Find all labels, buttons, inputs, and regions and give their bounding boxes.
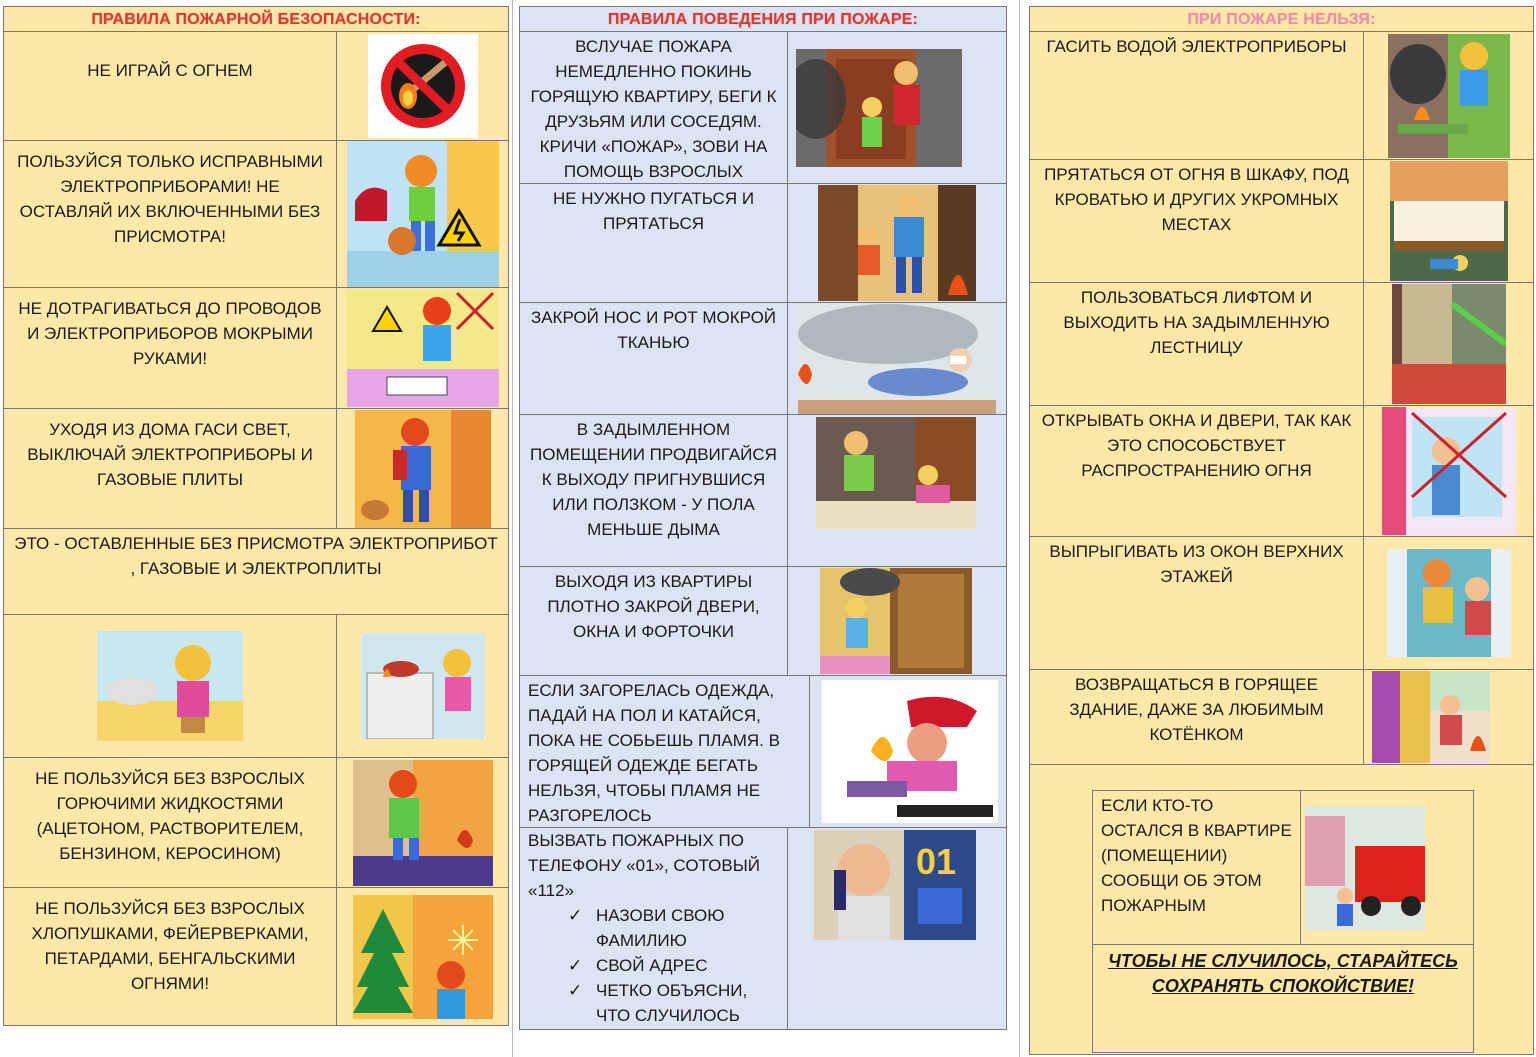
unattended-stove-illustration xyxy=(337,615,508,757)
panel-title: ПРАВИЛА ПОЖАРНОЙ БЕЗОПАСНОСТИ: xyxy=(3,6,509,32)
burning-clothes-illustration xyxy=(822,680,998,823)
elevator-stairs-illustration xyxy=(1364,283,1533,405)
phone-number-label: 01 xyxy=(916,841,957,882)
wet-hands-illustration xyxy=(337,288,508,408)
fire-prohibitions-panel xyxy=(1029,6,1534,1055)
close-doors-illustration xyxy=(788,567,1006,675)
rule-row xyxy=(519,676,1007,828)
rule-text: ВСЛУЧАЕ ПОЖАРА НЕМЕДЛЕННО ПОКИНЬ ГОРЯЩУЮ КВАРТИРУ, БЕГИ К ДРУЗЬЯМ ИЛИ СОСЕДЯМ. КРИЧИ «ПОЖАР», ЗОВИ НА ПОМОЩЬ ВЗРОСЛЫХ xyxy=(520,32,788,183)
fire-truck-illustration xyxy=(1301,791,1473,944)
rule-text: ВЫХОДЯ ИЗ КВАРТИРЫ ПЛОТНО ЗАКРОЙ ДВЕРИ, ОКНА И ФОРТОЧКИ xyxy=(520,567,788,675)
checklist-item: ✓ СВОЙ АДРЕС xyxy=(568,953,779,978)
rule-row xyxy=(3,529,509,615)
rule-text: УХОДЯ ИЗ ДОМА ГАСИ СВЕТ, ВЫКЛЮЧАЙ ЭЛЕКТРОПРИБОРЫ И ГАЗОВЫЕ ПЛИТЫ xyxy=(4,409,337,528)
rule-row xyxy=(1029,406,1534,537)
open-window-illustration xyxy=(1364,406,1533,536)
wet-cloth-illustration xyxy=(788,303,1006,414)
rule-text: В ЗАДЫМЛЕННОМ ПОМЕЩЕНИИ ПРОДВИГАЙСЯ К ВЫХОДУ ПРИГНУВШИСЯ ИЛИ ПОЛЗКОМ - У ПОЛА МЕНЬШЕ ДЫМА xyxy=(520,415,788,566)
phone-call-illustration xyxy=(788,828,1006,1029)
rule-text: НЕ ДОТРАГИВАТЬСЯ ДО ПРОВОДОВ И ЭЛЕКТРОПРИБОРОВ МОКРЫМИ РУКАМИ! xyxy=(4,288,337,408)
rule-row xyxy=(1029,32,1534,160)
rule-row xyxy=(3,888,509,1026)
water-appliance-illustration xyxy=(1364,32,1533,159)
rule-text: ЭТО - ОСТАВЛЕННЫЕ БЕЗ ПРИСМОТРА ЭЛЕКТРОПРИБОТ , ГАЗОВЫЕ И ЭЛЕКТРОПЛИТЫ xyxy=(14,534,498,578)
report-box-row xyxy=(1029,765,1534,1055)
no-fire-icon xyxy=(337,32,508,140)
rule-row xyxy=(1029,283,1534,406)
report-text: ЕСЛИ КТО-ТО ОСТАЛСЯ В КВАРТИРЕ (ПОМЕЩЕНИИ) СООБЩИ ОБ ЭТОМ ПОЖАРНЫМ xyxy=(1093,791,1301,944)
rule-row xyxy=(519,184,1007,303)
rule-text: ВОЗВРАЩАТЬСЯ В ГОРЯЩЕЕ ЗДАНИЕ, ДАЖЕ ЗА ЛЮБИМЫМ КОТЁНКОМ xyxy=(1030,670,1364,764)
call-firefighters-cell xyxy=(520,828,788,1029)
crawl-smoke-illustration xyxy=(788,415,1006,566)
rule-row xyxy=(3,288,509,409)
rule-row xyxy=(3,615,509,758)
rule-row xyxy=(519,567,1007,676)
rule-text: ОТКРЫВАТЬ ОКНА И ДВЕРИ, ТАК КАК ЭТО СПОСОБСТВУЕТ РАСПРОСТРАНЕНИЮ ОГНЯ xyxy=(1030,406,1364,536)
panel-title: ПРИ ПОЖАРЕ НЕЛЬЗЯ: xyxy=(1029,6,1534,32)
rule-row xyxy=(3,32,509,141)
rule-text: ГАСИТЬ ВОДОЙ ЭЛЕКТРОПРИБОРЫ xyxy=(1030,32,1364,159)
column-divider xyxy=(512,0,513,1057)
rule-row xyxy=(519,828,1007,1030)
rule-text: НЕ ПОЛЬЗУЙСЯ БЕЗ ВЗРОСЛЫХ ГОРЮЧИМИ ЖИДКОСТЯМИ (АЦЕТОНОМ, РАСТВОРИТЕЛЕМ, БЕНЗИНОМ, КЕРОСИНОМ) xyxy=(4,758,337,887)
checklist xyxy=(528,903,779,1028)
rule-row xyxy=(1029,670,1534,765)
rule-row xyxy=(1029,537,1534,670)
unattended-appliance-picture-cell xyxy=(4,615,337,757)
rule-text: ЗАКРОЙ НОС И РОТ МОКРОЙ ТКАНЬЮ xyxy=(520,303,788,414)
rule-row xyxy=(519,415,1007,567)
rule-row xyxy=(3,409,509,529)
rule-text: ПРЯТАТЬСЯ ОТ ОГНЯ В ШКАФУ, ПОД КРОВАТЬЮ И ДРУГИХ УКРОМНЫХ МЕСТАХ xyxy=(1030,160,1364,282)
dont-hide-illustration xyxy=(788,184,1006,302)
leave-apartment-illustration xyxy=(788,32,1006,183)
calm-slogan: ЧТОБЫ НЕ СЛУЧИЛОСЬ, СТАРАЙТЕСЬ СОХРАНЯТЬ СПОКОЙСТВИЕ! xyxy=(1108,951,1458,996)
rule-row xyxy=(519,32,1007,184)
column-divider xyxy=(1019,0,1020,1057)
fireworks-illustration xyxy=(337,888,508,1025)
report-box xyxy=(1092,790,1474,1053)
rule-text: ЕСЛИ ЗАГОРЕЛАСЬ ОДЕЖДА, ПАДАЙ НА ПОЛ И КАТАЙСЯ, ПОКА НЕ СОБЬЕШЬ ПЛАМЯ. В ГОРЯЩЕЙ ОДЕЖДЕ БЕГАТЬ НЕЛЬЗЯ, ЧТОБЫ ПЛАМЯ НЕ РАЗГОРЕЛОСЬ xyxy=(520,676,810,827)
unattended-iron-illustration xyxy=(97,631,243,741)
boy-leaving-illustration xyxy=(337,409,508,528)
rule-text: ВЫПРЫГИВАТЬ ИЗ ОКОН ВЕРХНИХ ЭТАЖЕЙ xyxy=(1030,537,1364,669)
hiding-bed-illustration xyxy=(1364,160,1533,282)
rule-row xyxy=(3,141,509,288)
checklist-item: ✓ ЧЕТКО ОБЪЯСНИ, ЧТО СЛУЧИЛОСЬ xyxy=(568,978,779,1028)
iron-shock-illustration xyxy=(337,141,508,287)
jumping-window-illustration xyxy=(1364,537,1533,669)
rule-text: ПОЛЬЗОВАТЬСЯ ЛИФТОМ И ВЫХОДИТЬ НА ЗАДЫМЛЕННУЮ ЛЕСТНИЦУ xyxy=(1030,283,1364,405)
flammable-liquids-illustration xyxy=(337,758,508,887)
rule-text: НЕ НУЖНО ПУГАТЬСЯ И ПРЯТАТЬСЯ xyxy=(520,184,788,302)
rule-text: ПОЛЬЗУЙСЯ ТОЛЬКО ИСПРАВНЫМИ ЭЛЕКТРОПРИБОРАМИ! НЕ ОСТАВЛЯЙ ИХ ВКЛЮЧЕННЫМИ БЕЗ ПРИСМОТРА! xyxy=(4,141,337,287)
rule-text: ВЫЗВАТЬ ПОЖАРНЫХ ПО ТЕЛЕФОНУ «01», СОТОВЫЙ «112» xyxy=(528,831,761,900)
fire-behavior-rules-panel xyxy=(519,6,1007,1030)
burning-building-illustration xyxy=(1364,670,1533,764)
fire-safety-rules-panel xyxy=(3,6,509,1026)
panel-title: ПРАВИЛА ПОВЕДЕНИЯ ПРИ ПОЖАРЕ: xyxy=(519,6,1007,32)
rule-text: НЕ ПОЛЬЗУЙСЯ БЕЗ ВЗРОСЛЫХ ХЛОПУШКАМИ, ФЕЙЕРВЕРКАМИ, ПЕТАРДАМИ, БЕНГАЛЬСКИМИ ОГНЯМИ! xyxy=(4,888,337,1025)
rule-text: НЕ ИГРАЙ С ОГНЕМ xyxy=(4,32,337,140)
checklist-item: ✓ НАЗОВИ СВОЮ ФАМИЛИЮ xyxy=(568,903,779,953)
rule-row xyxy=(519,303,1007,415)
rule-row xyxy=(3,758,509,888)
rule-row xyxy=(1029,160,1534,283)
